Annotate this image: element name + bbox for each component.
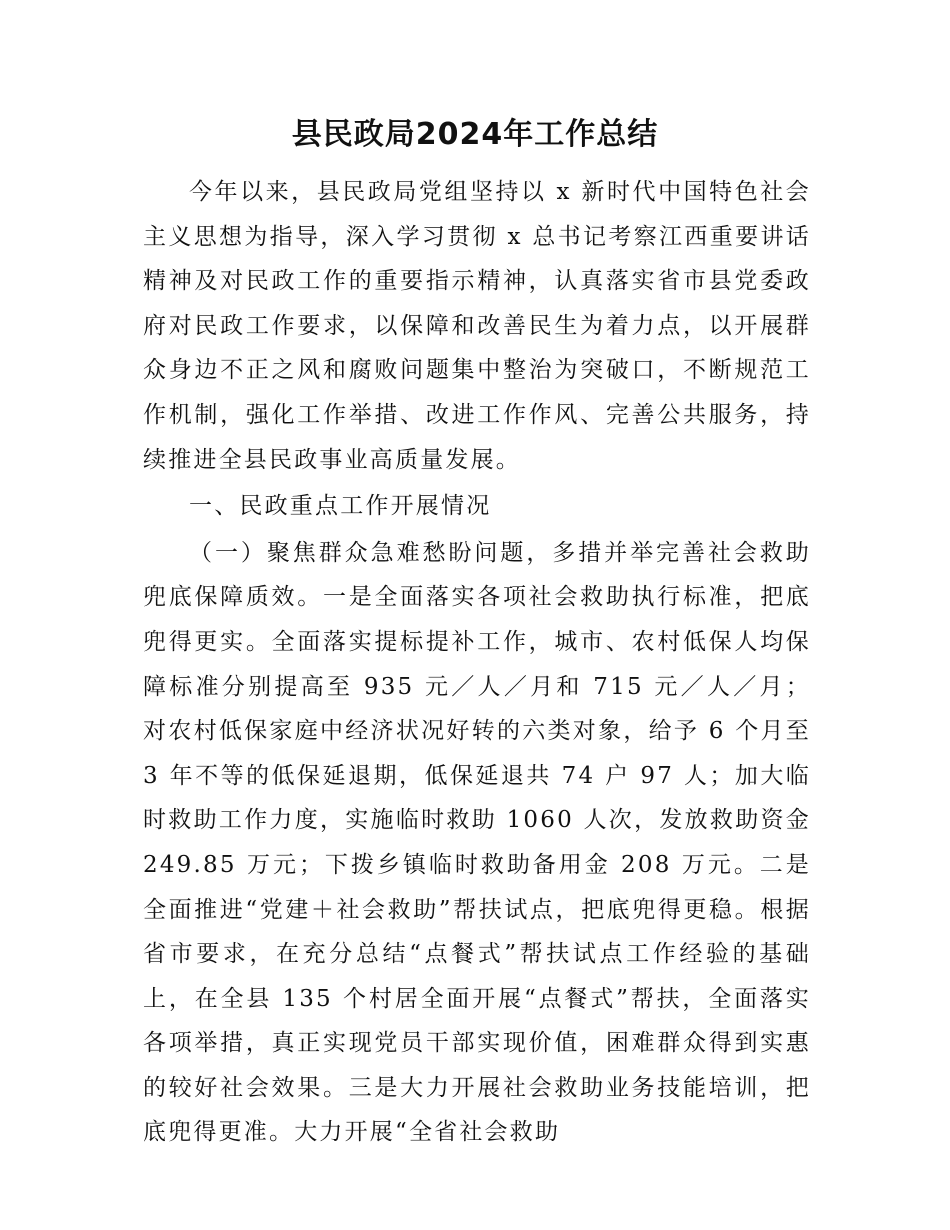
section-heading: 一、民政重点工作开展情况 [189,493,492,520]
intro-paragraph: 今年以来，县民政局党组坚持以 x 新时代中国特色社会主义思想为指导，深入学习贯彻 x 总书记考察江西重要讲话精神及对民政工作的重要指示精神，认真落实省市县党委政府对民政工作要求，以保障和改善民生为着力点，以开展群众身边不正之风和腐败问题集中整治为突破口，不断规范工作机制，强化工作举措、改进工作作风、完善公共服务，持续推进全县民政事业高质量发展。 [143,179,811,473]
document-title: 县民政局2024年工作总结 [291,117,659,152]
document-body [143,170,811,1155]
section-paragraph: （一）聚焦群众急难愁盼问题，多措并举完善社会救助兜底保障质效。一是全面落实各项社会救助执行标准，把底兜得更实。全面落实提标提补工作，城市、农村低保人均保障标准分别提高至 935 元／人／月和 715 元／人／月；对农村低保家庭中经济状况好转的六类对象，给予 6 个月至 3 年不等的低保延退期，低保延退共 74 户 97 人；加大临时救助工作力度，实施临时救助 1060 人次，发放救助资金 249.85 万元；下拨乡镇临时救助备用金 208 万元。二是全面推进“党建＋社会救助”帮扶试点，把底兜得更稳。根据省市要求，在充分总结“点餐式”帮扶试点工作经验的基础上，在全县 135 个村居全面开展“点餐式”帮扶，全面落实各项举措，真正实现党员干部实现价值，困难群众得到实惠的较好社会效果。三是大力开展社会救助业务技能培训，把底兜得更准。大力开展“全省社会救助 [143,539,811,1146]
